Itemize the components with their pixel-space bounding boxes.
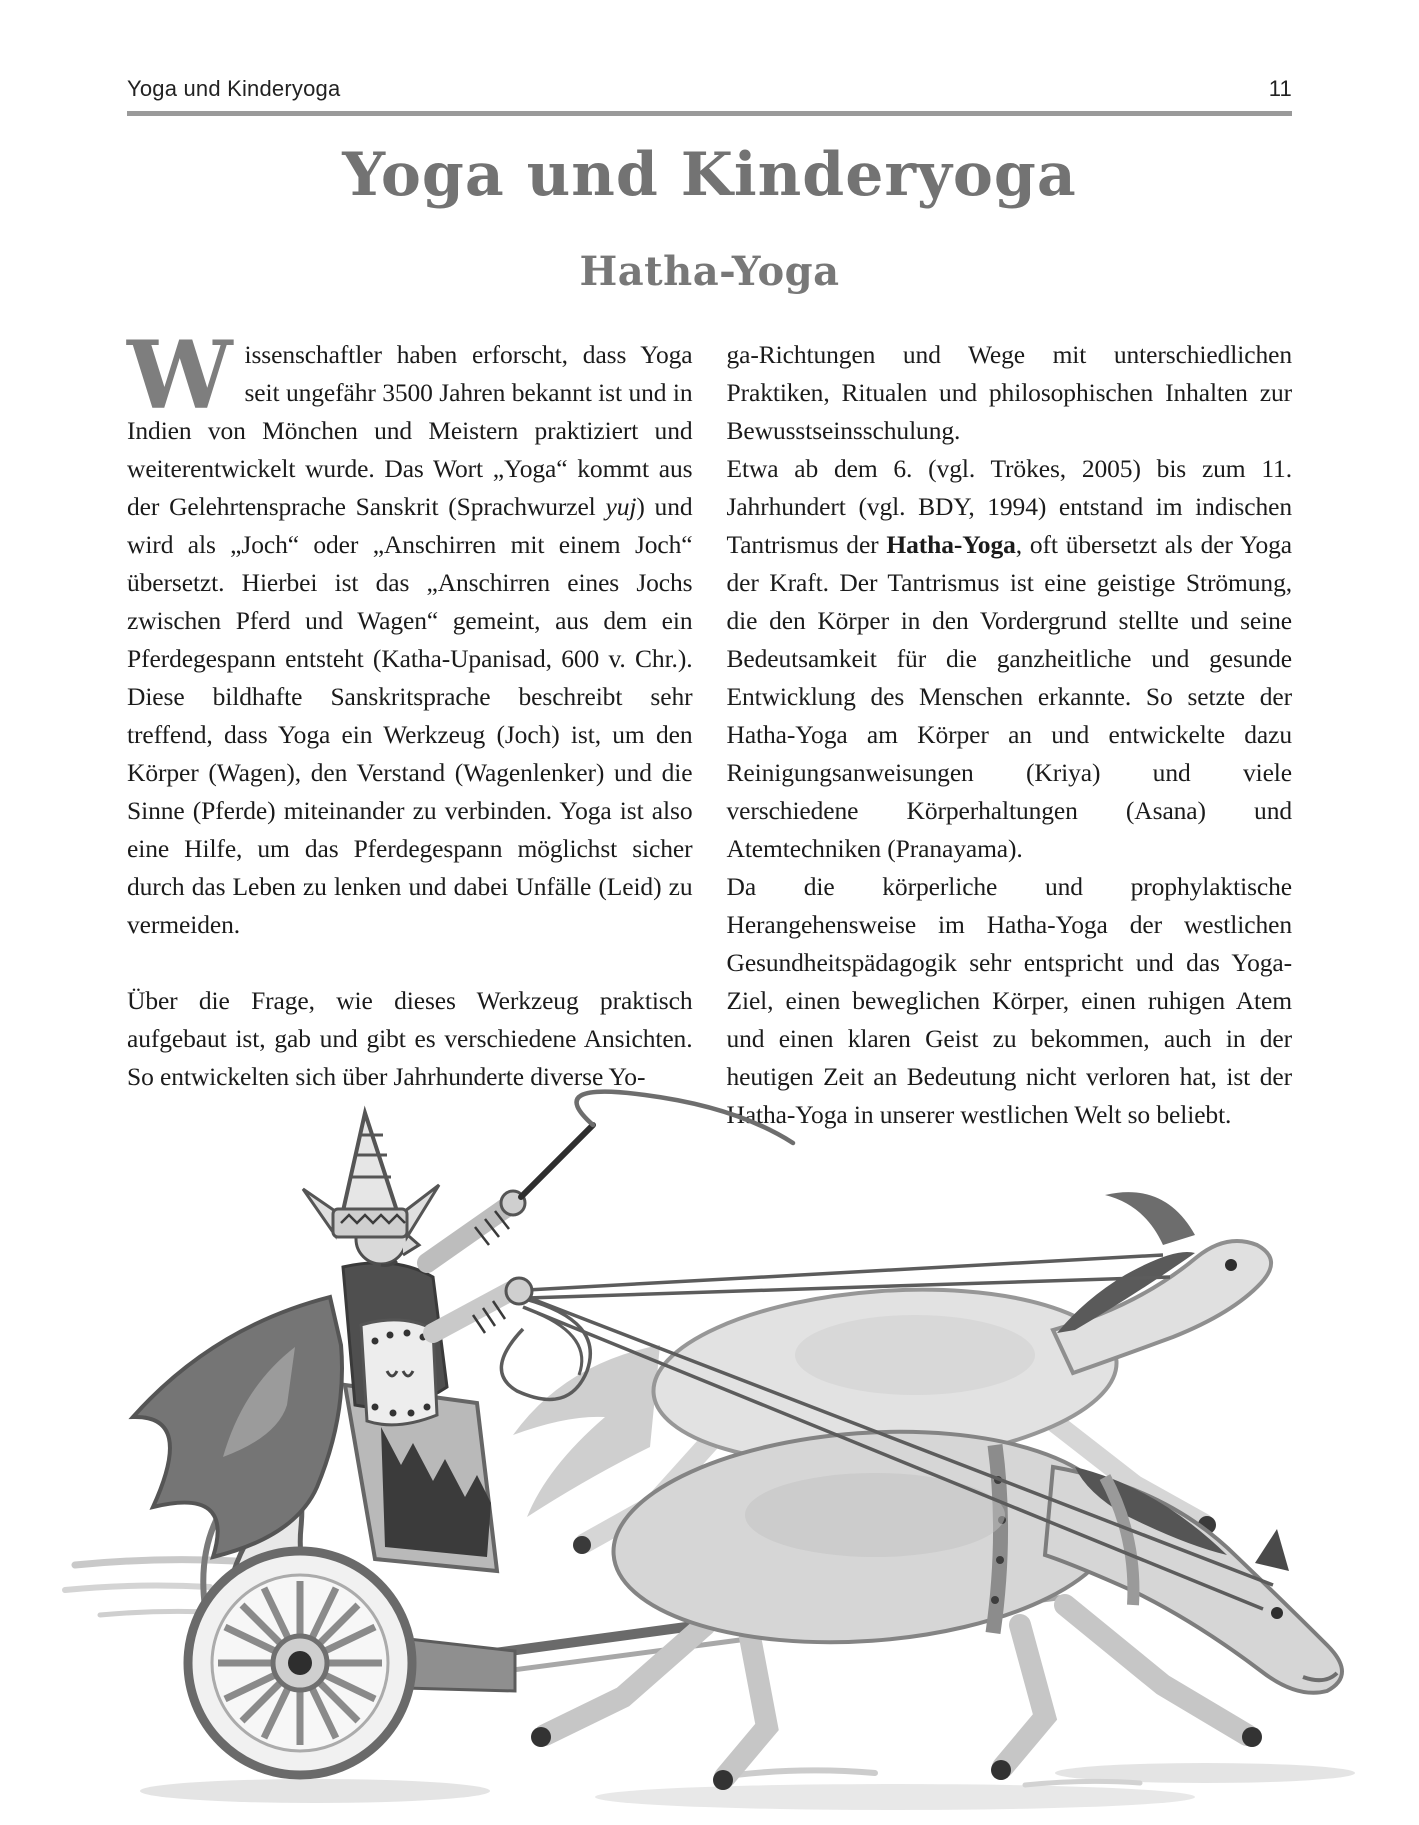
crown	[303, 1113, 439, 1237]
whip	[521, 1092, 793, 1197]
paragraph-3: ga-Richtungen und Wege mit unterschiedlichen Praktiken, Ritualen und philosophischen Inhalten zur Bewusstseinsschulung.	[726, 340, 1292, 445]
section-subtitle: Hatha-Yoga	[579, 248, 840, 295]
two-column-text	[127, 321, 1292, 1134]
running-header-title: Yoga und Kinderyoga	[127, 76, 341, 101]
left-column	[127, 321, 693, 1134]
page-number: 11	[1268, 76, 1292, 101]
right-column	[727, 336, 1293, 1134]
paragraph-1-text: issenschaftler haben erforscht, dass Yoga seit ungefähr 3500 Jahren bekannt ist und in Indien von Mönchen und Meistern praktiziert und weiterentwickelt wurde. Das Wort „Yoga“ kommt aus der Gelehrtensprache Sanskrit (Sprachwurzel yuj) und wird als „Joch“ oder „Anschirren mit einem Joch“ übersetzt. Hierbei ist das „Anschirren eines Jochs zwischen Pferd und Wagen“ gemeint, aus dem ein Pferdegespann entsteht (Katha-Upanisad, 600 v. Chr.). Diese bildhafte Sanskritsprache beschreibt sehr treffend, dass Yoga ein Werkzeug (Joch) ist, um den Körper (Wagen), den Verstand (Wagenlenker) und die Sinne (Pferde) miteinander zu verbinden. Yoga ist also eine Hilfe, um das Pferdegespann möglichst sicher durch das Leben zu lenken und dabei Unfälle (Leid) zu vermeiden.	[127, 340, 693, 939]
chariot-illustration	[45, 1085, 1400, 1820]
running-header	[127, 76, 1292, 116]
paragraph-4: Etwa ab dem 6. (vgl. Trökes, 2005) bis zum 11. Jahrhundert (vgl. BDY, 1994) entstand im indischen Tantrismus der Hatha-Yoga, oft übersetzt als der Yoga der Kraft. Der Tantrismus ist eine geistige Strömung, die den Körper in den Vordergrund stellte und seine Bedeutsamkeit für die ganzheitliche und gesunde Entwicklung des Menschen erkannte. So setzte der Hatha-Yoga am Körper an und entwickelte dazu Reinigungsanweisungen (Kriya) und viele verschiedene Körperhaltungen (Asana) und Atemtechniken (Pranayama).	[726, 454, 1292, 863]
chapter-title: Yoga und Kinderyoga	[342, 140, 1077, 210]
horse-front	[531, 1416, 1342, 1790]
paragraph-1	[127, 321, 693, 944]
paragraph-5: Da die körperliche und prophylaktische Herangehensweise im Hatha-Yoga der westlichen Gesundheitspädagogik sehr entspricht und das Yoga-Ziel, einen beweglichen Körper, einen ruhigen Atem und einen klaren Geist zu bekommen, auch in der heutigen Zeit an Bedeutung nicht verloren hat, ist der Hatha-Yoga in unserer westlichen Welt so beliebt.	[726, 872, 1292, 1129]
chariot-wheel	[188, 1551, 412, 1775]
dropcap-w: W	[127, 321, 233, 431]
paragraph-2: Über die Frage, wie dieses Werkzeug praktisch aufgebaut ist, gab und gibt es verschiedene Ansichten. So entwickelten sich über Jahrhunderte diverse Yo-	[127, 986, 693, 1091]
